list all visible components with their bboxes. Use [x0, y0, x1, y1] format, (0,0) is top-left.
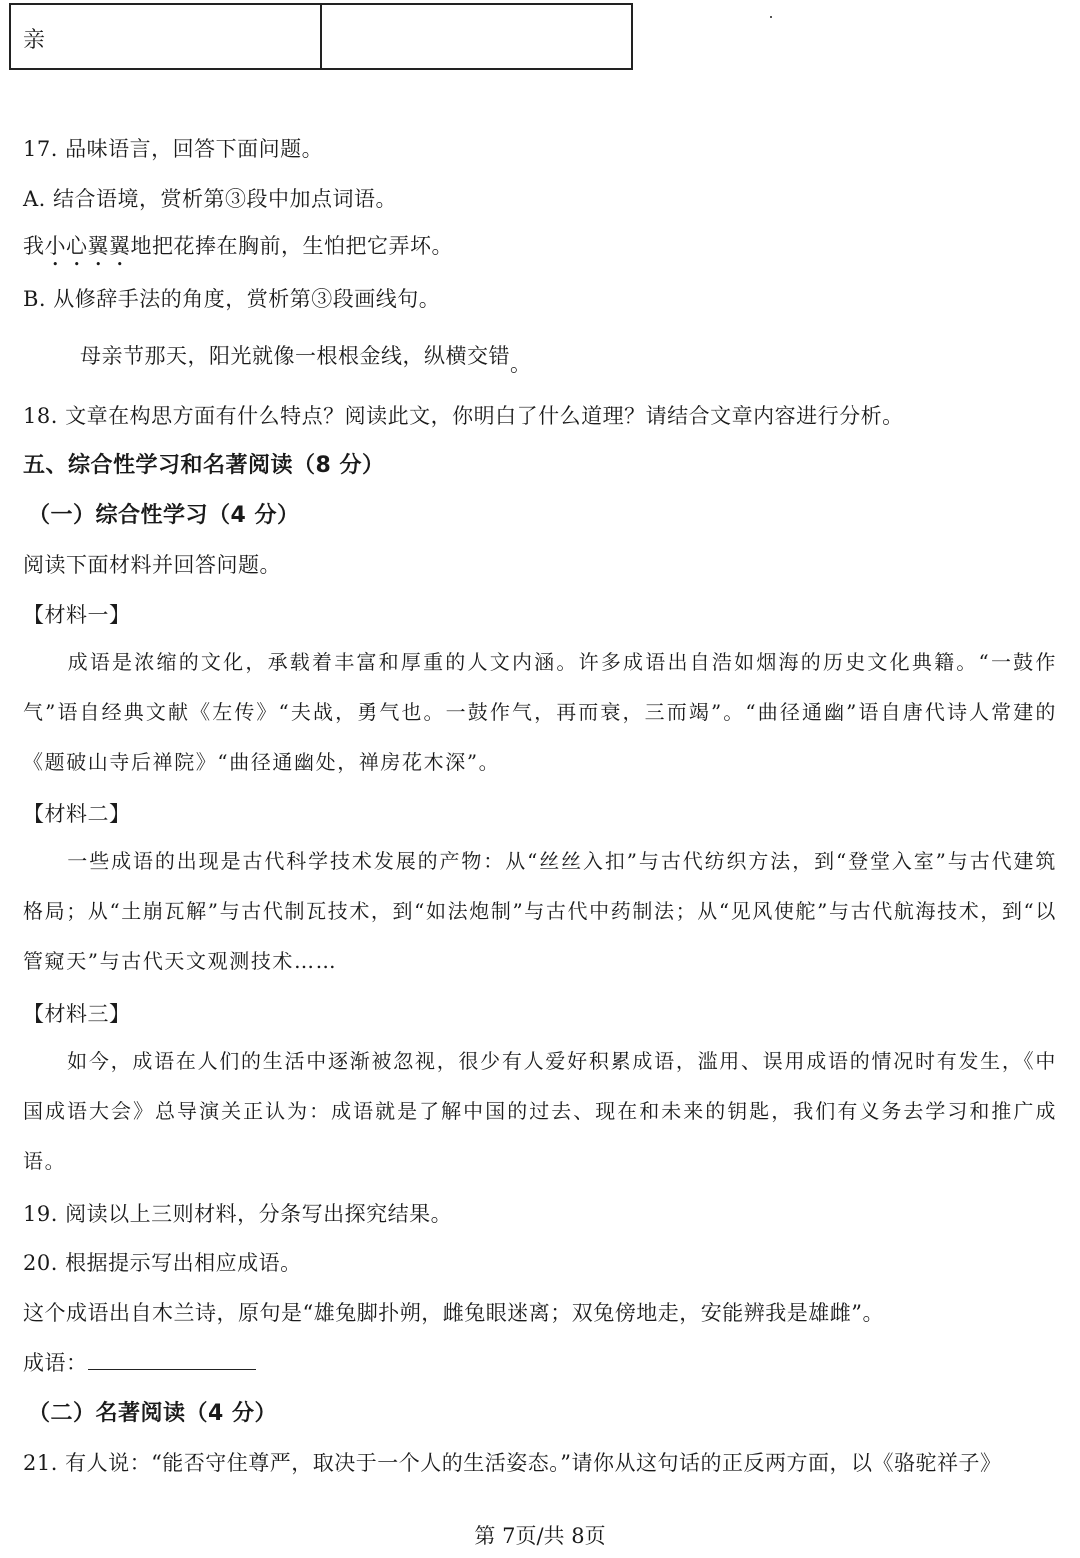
section-5-title: 五、综合性学习和名著阅读（8 分） [23, 453, 385, 478]
question-17a-sentence [23, 230, 453, 271]
question-20-stem: 20. 根据提示写出相应成语。 [23, 1251, 302, 1275]
part-1-intro: 阅读下面材料并回答问题。 [23, 553, 281, 577]
material-1-text [23, 637, 1057, 787]
question-17-stem: 17. 品味语言，回答下面问题。 [23, 137, 324, 161]
answer-table [9, 3, 633, 70]
sentence-rest: 地把花捧在胸前，生怕把它弄坏。 [130, 234, 453, 258]
material-1-label: 【材料一】 [23, 603, 131, 627]
question-17a-label: A. 结合语境，赏析第③段中加点词语。 [23, 187, 398, 211]
sentence-period: 。 [510, 352, 532, 376]
scan-dot [770, 16, 772, 18]
underlined-sentence: 母亲节那天，阳光就像一根根金线，纵横交错 [80, 344, 510, 368]
question-20-answer [23, 1347, 256, 1377]
part-1-title: （一）综合性学习（4 分） [28, 503, 300, 528]
material-2-body: 一些成语的出现是古代科学技术发展的产物：从“丝丝入扣”与古代纺织方法，到“登堂入室”与古代建筑格局；从“土崩瓦解”与古代制瓦技术，到“如法炮制”与古代中药制法；从“见风使舵”与古代航海技术，到“以管窥天”与古代天文观测技术…… [23, 849, 1057, 973]
material-2-label: 【材料二】 [23, 802, 131, 826]
sentence-start: 我 [23, 234, 45, 258]
question-18: 18. 文章在构思方面有什么特点？阅读此文，你明白了什么道理？请结合文章内容进行分析。 [23, 404, 904, 428]
question-20-hint: 这个成语出自木兰诗，原句是“雄兔脚扑朔，雌兔眼迷离；双兔傍地走，安能辨我是雄雌”。 [23, 1301, 884, 1325]
material-2-text [23, 836, 1057, 986]
question-19: 19. 阅读以上三则材料，分条写出探究结果。 [23, 1202, 453, 1226]
table-cell-right [322, 5, 631, 68]
question-17b-sentence [80, 340, 532, 376]
table-cell-left: 亲 [11, 5, 322, 68]
answer-label: 成语： [23, 1351, 88, 1375]
question-21: 21. 有人说：“能否守住尊严，取决于一个人的生活姿态。”请你从这句话的正反两方面，以《骆驼祥子》 [23, 1451, 1002, 1475]
material-1-body: 成语是浓缩的文化，承载着丰富和厚重的人文内涵。许多成语出自浩如烟海的历史文化典籍。“一鼓作气”语自经典文献《左传》“夫战，勇气也。一鼓作气，再而衰，三而竭”。“曲径通幽”语自唐代诗人常建的《题破山寺后禅院》“曲径通幽处，禅房花木深”。 [23, 650, 1057, 774]
material-3-text [23, 1036, 1057, 1186]
page-footer: 第 7页/共 8页 [474, 1524, 606, 1548]
material-3-label: 【材料三】 [23, 1002, 131, 1026]
answer-blank[interactable] [88, 1351, 256, 1370]
question-17b-label: B. 从修辞手法的角度，赏析第③段画线句。 [23, 287, 441, 311]
material-3-body: 如今，成语在人们的生活中逐渐被忽视，很少有人爱好积累成语，滥用、误用成语的情况时有发生，《中国成语大会》总导演关正认为：成语就是了解中国的过去、现在和未来的钥匙，我们有义务去学习和推广成语。 [23, 1049, 1057, 1173]
dotted-word: 小心翼翼 [44, 234, 131, 258]
part-2-title: （二）名著阅读（4 分） [28, 1401, 277, 1426]
